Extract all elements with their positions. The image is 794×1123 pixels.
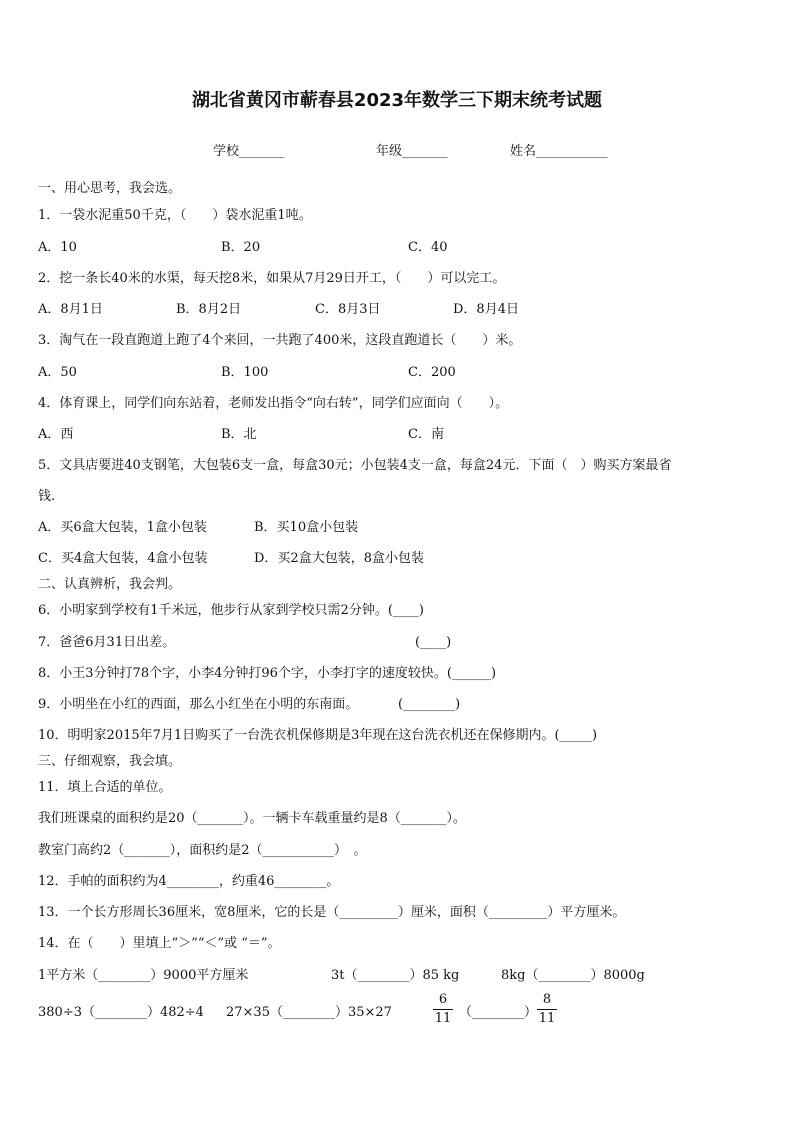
fraction-left-bar (433, 1009, 453, 1010)
question-1: 1．一袋水泥重50千克，（ ）袋水泥重1吨。 (38, 208, 312, 223)
q1-option-a: A．10 (38, 240, 77, 255)
q14-compare-5: 27×35（________）35×27 (226, 1005, 392, 1020)
q14-compare-4: 380÷3（________）482÷4 (38, 1005, 204, 1020)
question-11-line-2: 教室门高约2（_______），面积约是2（___________） 。 (38, 843, 367, 858)
q5-option-d: D．买2盒大包装，8盒小包装 (254, 551, 424, 566)
question-11: 11．填上合适的单位。 (38, 780, 172, 795)
q14-compare-2: 3t（________）85 kg (331, 968, 460, 983)
q4-option-b: B．北 (221, 427, 257, 442)
section-1-heading: 一、用心思考，我会选。 (38, 181, 182, 196)
question-2: 2．挖一条长40米的水渠，每天挖8米，如果从7月29日开工，（ ）可以完工。 (38, 271, 506, 286)
question-9: 9．小明坐在小红的西面，那么小红坐在小明的东南面。 (38, 697, 359, 712)
school-field: 学校_______ (213, 144, 285, 159)
fraction-left (433, 992, 453, 1027)
q3-option-b: B．100 (221, 365, 269, 380)
question-6: 6．小明家到学校有1千米远，他步行从家到学校只需2分钟。(____) (38, 603, 424, 618)
fraction-right-numerator: 8 (542, 992, 552, 1007)
q14-compare-3: 8kg（________）8000g (501, 968, 645, 983)
q9-answer-blank: (________) (398, 697, 461, 712)
question-12: 12．手帕的面积约为4________，约重46________。 (38, 874, 340, 889)
question-10: 10．明明家2015年7月1日购买了一台洗衣机保修期是3年现在这台洗衣机还在保修期内。(_____) (38, 728, 598, 743)
question-8: 8．小王3分钟打78个字，小李4分钟打96个字，小李打字的速度较快。(______) (38, 666, 497, 681)
fraction-left-denominator: 11 (434, 1011, 452, 1026)
grade-field: 年级_______ (376, 144, 448, 159)
question-11-line-1: 我们班课桌的面积约是20（_______）。一辆卡车载重量约是8（_______）。 (38, 811, 466, 826)
q7-answer-blank: (____) (415, 635, 452, 650)
q1-option-c: C．40 (408, 240, 448, 255)
q5-option-b: B．买10盒小包装 (254, 520, 359, 535)
question-3: 3．淘气在一段直跑道上跑了4个来回，一共跑了400米，这段直跑道长（ ）米。 (38, 333, 522, 348)
q2-option-c: C．8月3日 (315, 302, 381, 317)
fraction-right-bar (537, 1009, 557, 1010)
q14-compare-6-blank: （________） (459, 1005, 538, 1020)
q4-option-c: C．南 (408, 427, 444, 442)
question-4: 4．体育课上，同学们向东站着，老师发出指令“向右转”，同学们应面向（ ）。 (38, 396, 509, 411)
q14-compare-1: 1平方米（________）9000平方厘米 (38, 968, 249, 983)
q2-option-a: A．8月1日 (38, 302, 103, 317)
fraction-right-denominator: 11 (538, 1011, 556, 1026)
q3-option-c: C．200 (408, 365, 456, 380)
q4-option-a: A．西 (38, 427, 74, 442)
fraction-left-numerator: 6 (438, 992, 448, 1007)
fraction-right (537, 992, 557, 1027)
q2-option-b: B．8月2日 (176, 302, 242, 317)
q5-option-c: C．买4盒大包装，4盒小包装 (38, 551, 208, 566)
q1-option-b: B．20 (221, 240, 261, 255)
q3-option-a: A．50 (38, 365, 77, 380)
question-13: 13．一个长方形周长36厘米，宽8厘米，它的长是（_________）厘米，面积（_________）平方厘米。 (38, 905, 626, 920)
question-5: 5．文具店要进40支钢笔，大包装6支一盒，每盒30元；小包装4支一盒，每盒24元．下面（ ）购买方案最省 (38, 458, 672, 473)
section-3-heading: 三、仔细观察，我会填。 (38, 754, 182, 769)
page-title: 湖北省黄冈市蕲春县2023年数学三下期末统考试题 (191, 90, 603, 111)
name-field: 姓名___________ (510, 144, 608, 159)
question-5-cont: 钱. (38, 489, 56, 504)
question-14: 14．在（ ）里填上“＞”“＜”或 “＝”。 (38, 936, 281, 951)
q5-option-a: A．买6盒大包装，1盒小包装 (38, 520, 207, 535)
question-7: 7．爸爸6月31日出差。 (38, 635, 176, 650)
q2-option-d: D．8月4日 (453, 302, 519, 317)
section-2-heading: 二、认真辨析，我会判。 (38, 577, 182, 592)
